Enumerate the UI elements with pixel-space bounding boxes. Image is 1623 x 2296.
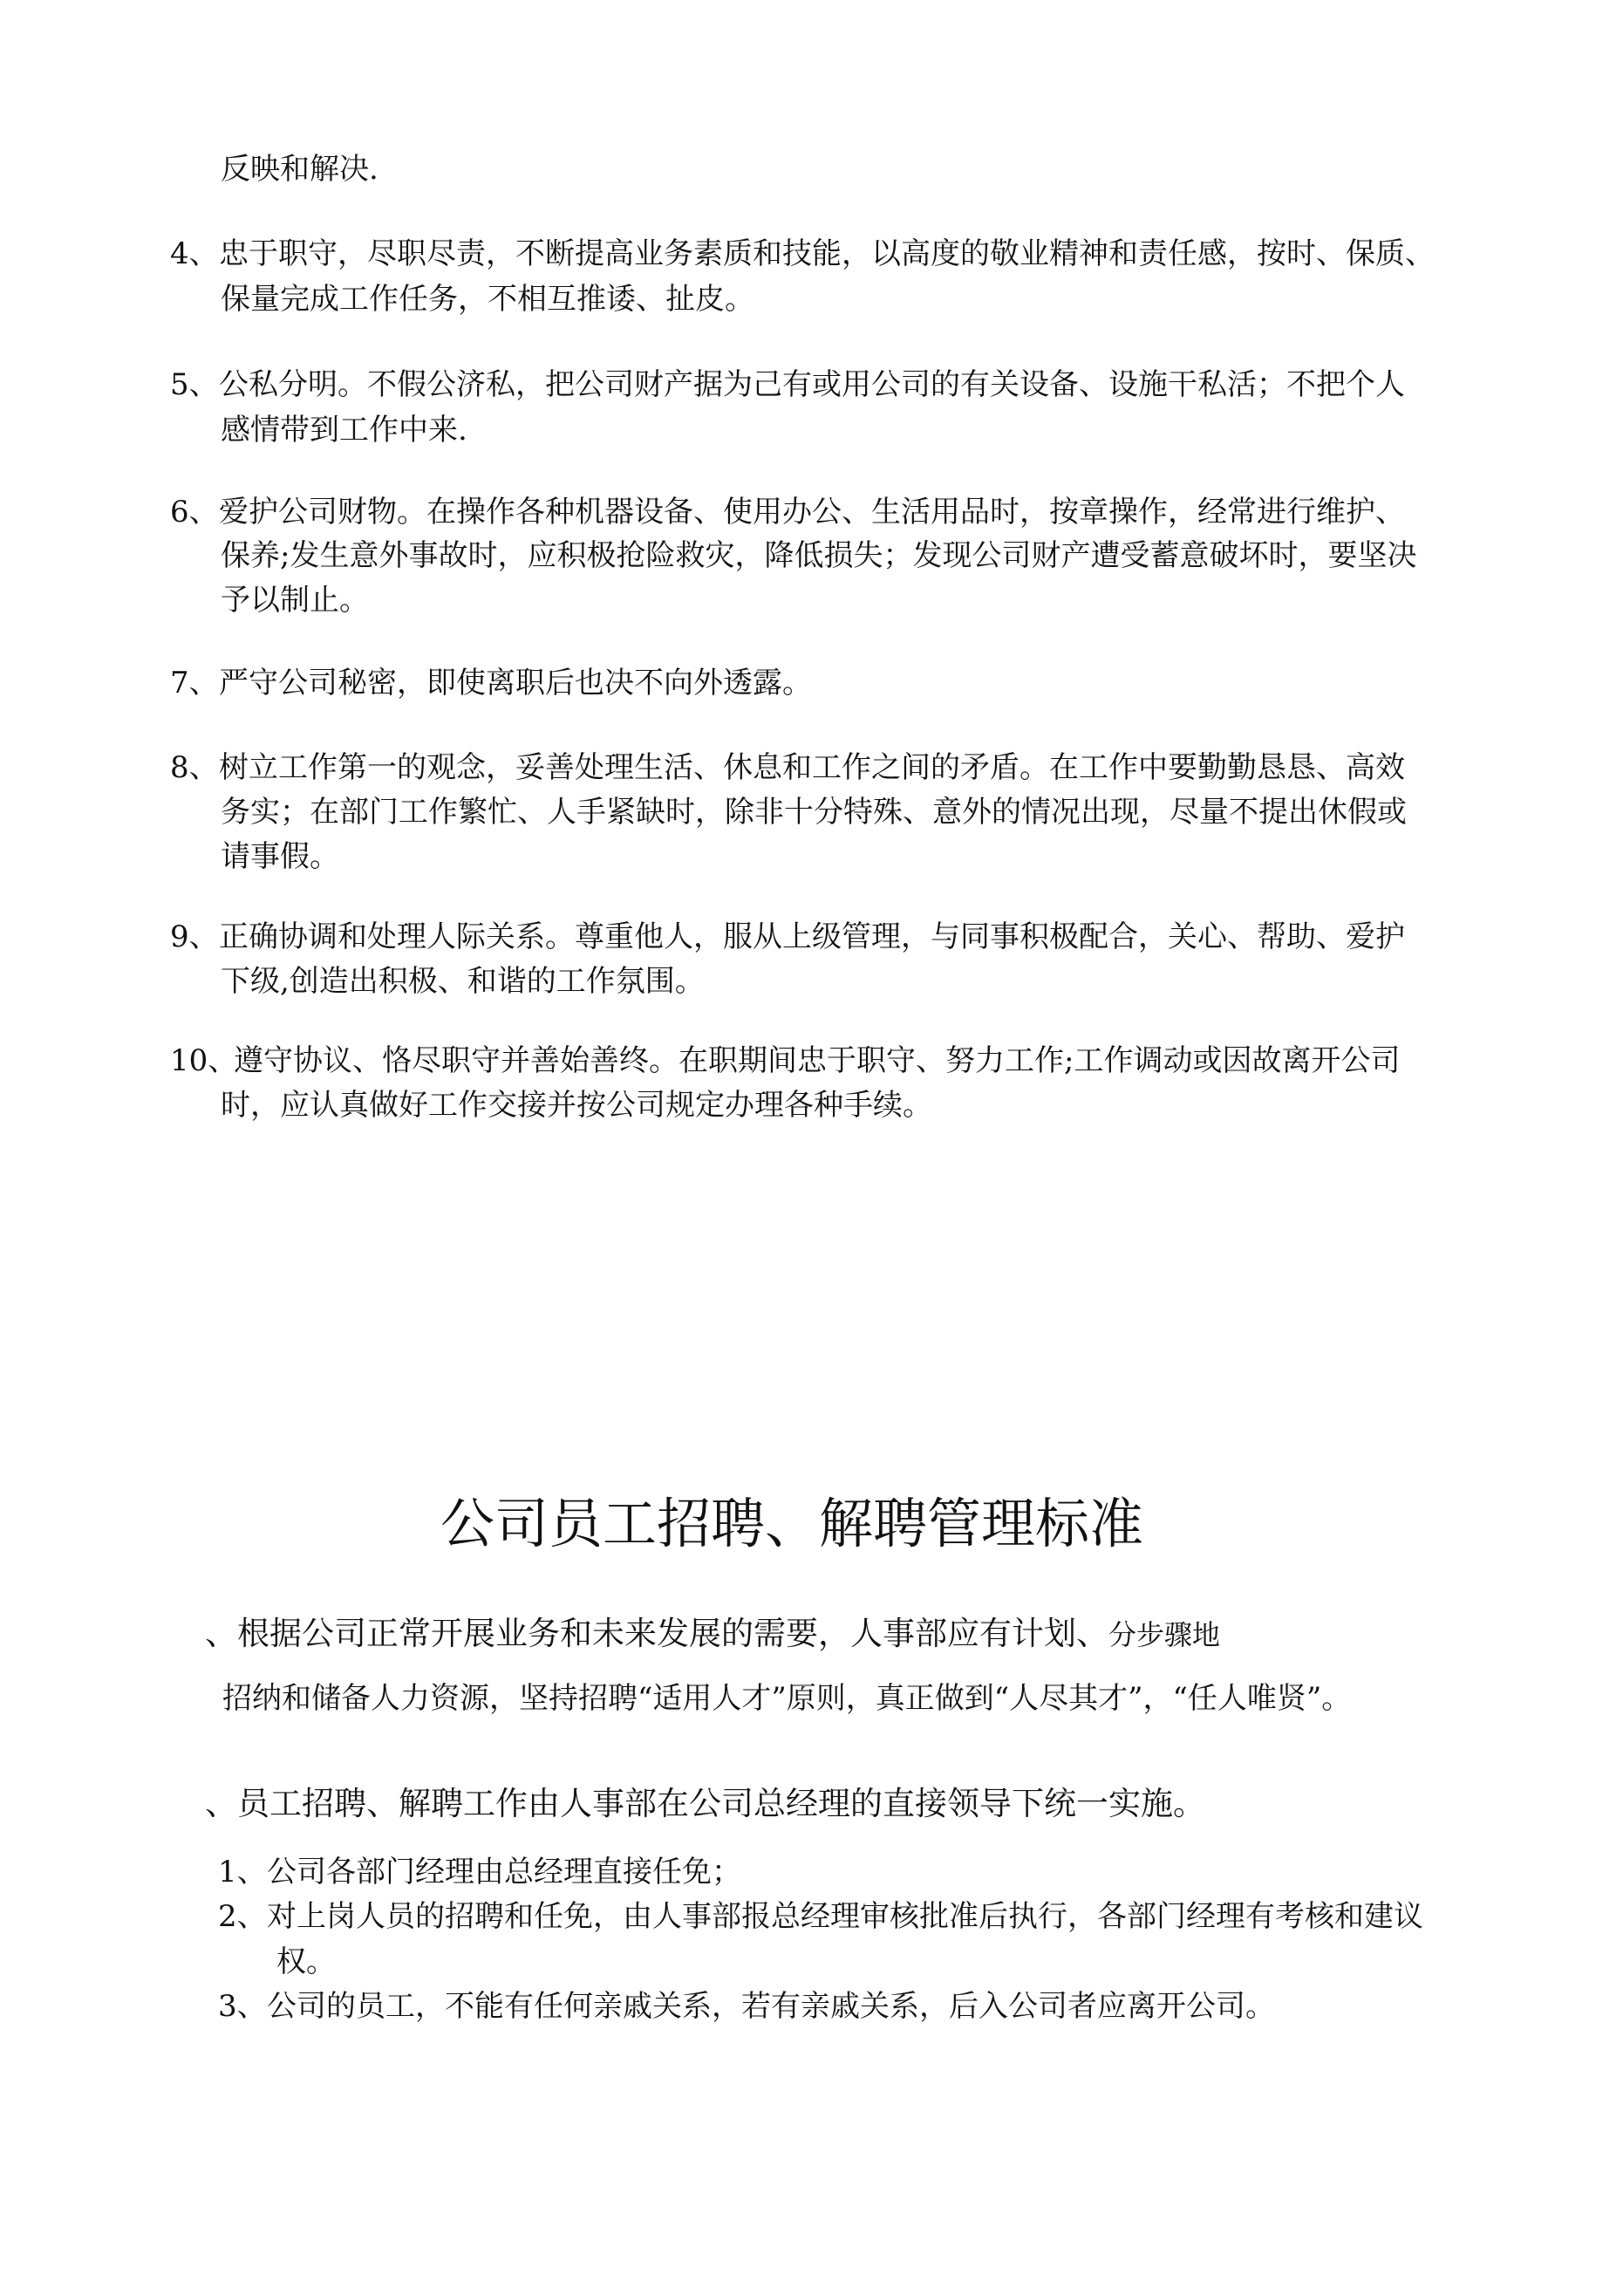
list-item-number: 1、 bbox=[218, 1855, 267, 1889]
list-item-text: 遵守协议、恪尽职守并善始善终。在职期间忠于职守、努力工作;工作调动或因故离开公司 bbox=[234, 1043, 1401, 1078]
list-item-number: 3、 bbox=[218, 1989, 267, 2024]
list-item-text: 忠于职守，尽职尽责，不断提高业务素质和技能，以高度的敬业精神和责任感，按时、保质、 bbox=[219, 236, 1435, 271]
list-item-text: 权。 bbox=[276, 1944, 336, 1979]
section-paragraph bbox=[205, 1617, 1220, 1650]
section-paragraph-text-small: 分步骤地 bbox=[1108, 1618, 1221, 1651]
list-item-text: 公司的员工，不能有任何亲戚关系，若有亲戚关系，后入公司者应离开公司。 bbox=[267, 1989, 1275, 2024]
list-item-text: 爱护公司财物。在操作各种机器设备、使用办公、生活用品时，按章操作，经常进行维护、 bbox=[219, 495, 1405, 530]
list-item-text: 予以制止。 bbox=[221, 583, 369, 618]
list-item-text: 务实；在部门工作繁忙、人手紧缺时，除非十分特殊、意外的情况出现，尽量不提出休假或 bbox=[221, 795, 1407, 830]
list-item-text: 树立工作第一的观念，妥善处理生活、休息和工作之间的矛盾。在工作中要勤勤恳恳、高效 bbox=[219, 750, 1405, 785]
list-item-text: 下级,创造出积极、和谐的工作氛围。 bbox=[221, 964, 705, 999]
list-item-text: 正确协调和处理人际关系。尊重他人，服从上级管理，与同事积极配合，关心、帮助、爱护 bbox=[219, 919, 1405, 954]
list-item-text: 感情带到工作中来. bbox=[221, 413, 467, 448]
list-item-number: 6、 bbox=[170, 495, 219, 530]
list-item-number: 5、 bbox=[170, 367, 219, 402]
list-item-number: 9、 bbox=[170, 919, 219, 954]
list-item-number: 2、 bbox=[218, 1899, 267, 1934]
list-item-text: 保量完成工作任务，不相互推诿、扯皮。 bbox=[221, 282, 754, 317]
list-item-text: 对上岗人员的招聘和任免，由人事部报总经理审核批准后执行，各部门经理有考核和建议 bbox=[267, 1899, 1423, 1934]
list-item-text: 保养;发生意外事故时，应积极抢险救灾，降低损失；发现公司财产遭受蓄意破坏时，要坚决 bbox=[221, 538, 1417, 573]
section-title: 公司员工招聘、解聘管理标准 bbox=[440, 1492, 1144, 1555]
section-paragraph-continuation: 招纳和储备人力资源，坚持招聘“适用人才”原则，真正做到“人尽其才”，“任人唯贤”。 bbox=[222, 1681, 1352, 1716]
list-item-text: 公司各部门经理由总经理直接任免； bbox=[267, 1855, 741, 1889]
list-item-number: 8、 bbox=[170, 750, 219, 785]
list-item-number: 10、 bbox=[170, 1043, 238, 1078]
paragraph-continuation: 反映和解决. bbox=[221, 152, 378, 187]
section-paragraph-text: 、根据公司正常开展业务和未来发展的需要，人事部应有计划、 bbox=[205, 1615, 1108, 1652]
list-item-number: 7、 bbox=[170, 666, 219, 700]
section-paragraph: 、员工招聘、解聘工作由人事部在公司总经理的直接领导下统一实施。 bbox=[205, 1785, 1205, 1822]
list-item-text: 时，应认真做好工作交接并按公司规定办理各种手续。 bbox=[221, 1088, 932, 1123]
list-item-text: 严守公司秘密，即使离职后也决不向外透露。 bbox=[219, 666, 812, 700]
list-item-number: 4、 bbox=[170, 236, 219, 271]
list-item-text: 请事假。 bbox=[221, 839, 339, 874]
list-item-text: 公私分明。不假公济私，把公司财产据为己有或用公司的有关设备、设施干私活；不把个人 bbox=[219, 367, 1405, 402]
